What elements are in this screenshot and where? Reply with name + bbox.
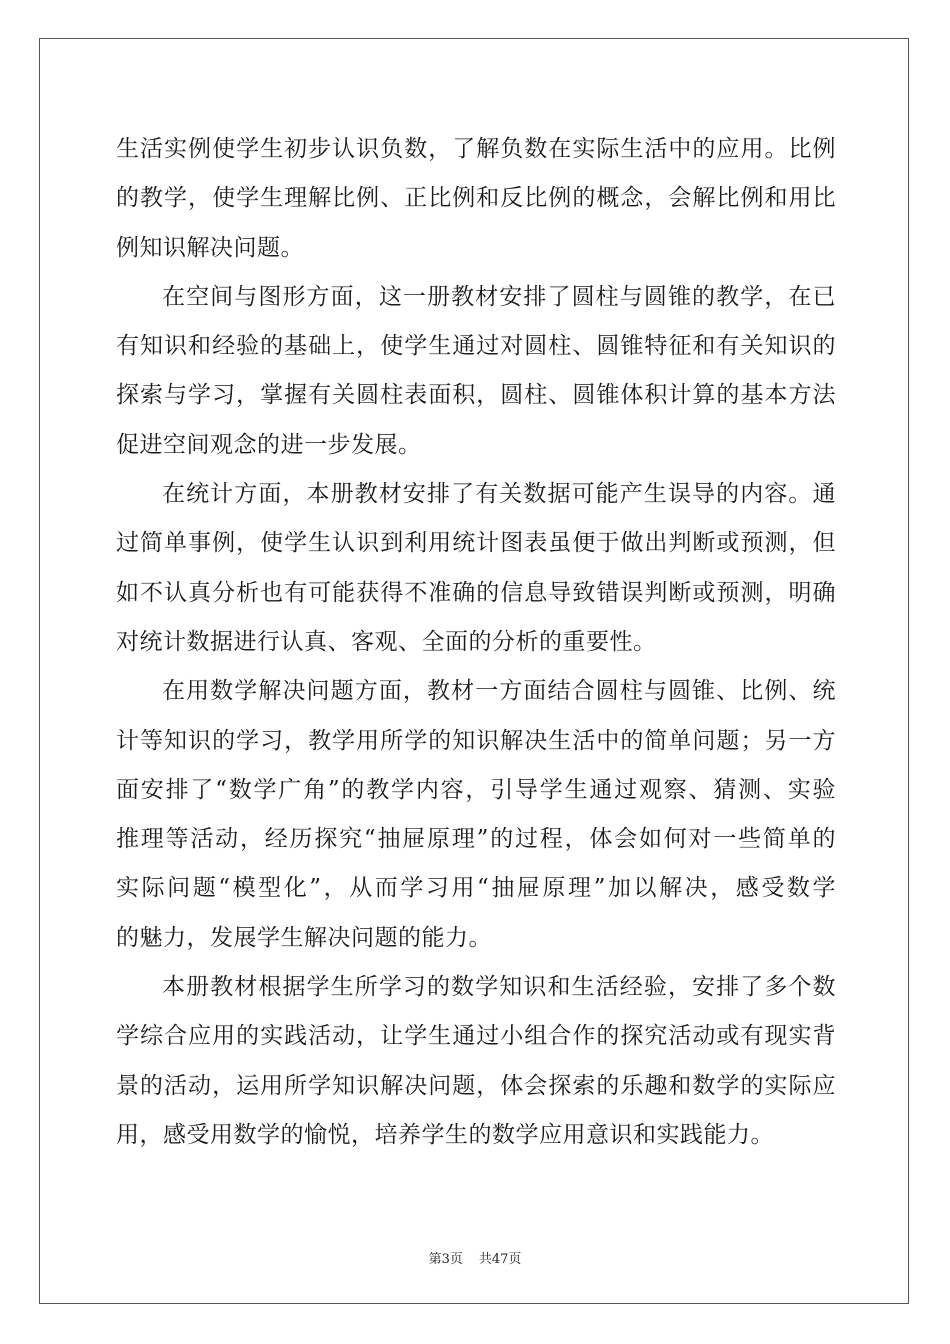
text-line: 例知识解决问题。	[116, 234, 304, 261]
text-line: 促进空间观念的进一步发展。	[116, 431, 422, 458]
document-body	[116, 125, 836, 1160]
text-line: 在空间与图形方面，这一册教材安排了圆柱与圆锥的教学，在已	[162, 283, 836, 310]
text-line: 如不认真分析也有可能获得不准确的信息导致错误判断或预测，明确	[116, 579, 836, 606]
text-line: 实际问题“模型化”，从而学习用“抽屉原理”加以解决，感受数学	[116, 875, 836, 902]
paragraph-3	[116, 470, 836, 667]
text-line: 在统计方面，本册教材安排了有关数据可能产生误导的内容。通	[162, 481, 836, 508]
text-line: 推理等活动，经历探究“抽屉原理”的过程，体会如何对一些简单的	[116, 826, 836, 853]
paragraph-1	[116, 125, 836, 273]
text-line: 过简单事例，使学生认识到利用统计图表虽便于做出判断或预测，但	[116, 530, 836, 557]
total-pages: 共47页	[478, 1252, 522, 1267]
text-line: 生活实例使学生初步认识负数，了解负数在实际生活中的应用。比例	[116, 136, 836, 162]
text-line: 有知识和经验的基础上，使学生通过对圆柱、圆锥特征和有关知识的	[116, 333, 836, 360]
text-line: 本册教材根据学生所学习的数学知识和生活经验，安排了多个数	[162, 974, 836, 1001]
text-line: 面安排了“数学广角”的教学内容，引导学生通过观察、猜测、实验	[116, 776, 836, 803]
text-line: 探索与学习，掌握有关圆柱表面积，圆柱、圆锥体积计算的基本方法	[116, 382, 836, 409]
paragraph-2	[116, 273, 836, 470]
text-line: 对统计数据进行认真、客观、全面的分析的重要性。	[116, 628, 657, 655]
text-line: 的魅力，发展学生解决问题的能力。	[116, 924, 492, 951]
text-line: 的教学，使学生理解比例、正比例和反比例的概念，会解比例和用比	[116, 185, 836, 212]
paragraph-5	[116, 963, 836, 1160]
text-line: 计等知识的学习，教学用所学的知识解决生活中的简单问题；另一方	[116, 727, 836, 754]
page-number: 第3页	[428, 1252, 463, 1267]
text-line: 在用数学解决问题方面，教材一方面结合圆柱与圆锥、比例、统	[162, 678, 836, 705]
text-line: 学综合应用的实践活动，让学生通过小组合作的探究活动或有现实背	[116, 1023, 836, 1050]
paragraph-4	[116, 667, 836, 963]
text-line: 景的活动，运用所学知识解决问题，体会探索的乐趣和数学的实际应	[116, 1072, 836, 1099]
page-footer	[0, 1248, 950, 1267]
text-line: 用，感受用数学的愉悦，培养学生的数学应用意识和实践能力。	[116, 1121, 774, 1148]
